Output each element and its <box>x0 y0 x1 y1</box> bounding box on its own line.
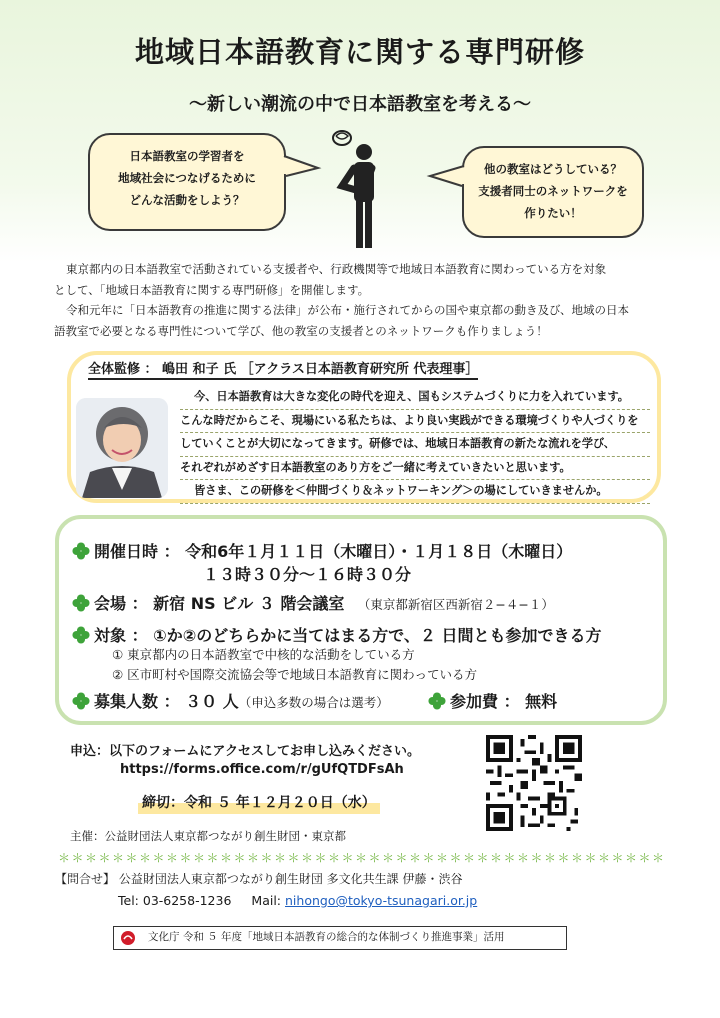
footer-credit <box>113 926 567 950</box>
contact-mail-label: Mail: <box>251 893 282 908</box>
bubble-left-line: 地域社会につなげるために <box>118 171 256 185</box>
thinking-person-icon <box>322 128 392 252</box>
event-target: 対象 ： ①か②のどちらかに当てはまる方で、２ 日間とも参加できる方 <box>94 626 602 645</box>
bubble-right-line: 作りたい！ <box>524 206 582 220</box>
contact-tel: Tel: 03-6258-1236 <box>118 893 232 908</box>
application-deadline: 締切：令和 ５ 年１２月２０日（水） <box>138 790 380 814</box>
message-line: それぞれがめざす日本語教室のあり方をご一緒に考えていきたいと思います。 <box>180 457 650 481</box>
star-divider: ＊＊＊＊＊＊＊＊＊＊＊＊＊＊＊＊＊＊＊＊＊＊＊＊＊＊＊＊＊＊＊＊＊＊＊＊＊＊＊＊＊＊＊＊＊ <box>58 851 666 865</box>
target-item-2: ② 区市町村や国際交流協会等で地域日本語教育に関わっている方 <box>112 667 478 682</box>
supervisor-message <box>180 386 650 504</box>
clover-icon <box>72 542 90 560</box>
bubble-right-line: 支援者同士のネットワークを <box>478 184 628 198</box>
page-title: 地域日本語教育に関する専門研修 <box>134 35 585 69</box>
event-date: 開催日時 ： 令和6年１月１１日（木曜日）・１月１８日（木曜日） <box>94 542 573 561</box>
event-capacity-row <box>72 689 389 712</box>
event-fee: 参加費 ： 無料 <box>450 692 558 711</box>
clover-icon <box>428 692 446 710</box>
footer-text: 文化庁 令和 ５ 年度「地域日本語教育の総合的な体制づくり推進事業」活用 <box>148 931 505 943</box>
page-subtitle: 〜新しい潮流の中で日本語教室を考える〜 <box>189 94 531 115</box>
bubble-right-line: 他の教室はどうしている？ <box>484 162 622 176</box>
qr-code[interactable] <box>486 735 582 831</box>
organizer: 主催：公益財団法人東京都つながり創生財団・東京都 <box>70 829 346 843</box>
event-capacity-note: （申込多数の場合は選考） <box>238 695 389 710</box>
event-fee-row <box>428 689 557 712</box>
event-venue-row <box>72 591 554 614</box>
bubble-left-line: どんな活動をしよう？ <box>129 193 245 207</box>
contact-mail-link[interactable]: nihongo@tokyo-tsunagari.or.jp <box>285 893 478 908</box>
application-instruction: 申込：以下のフォームにアクセスしてお申し込みください。 <box>70 744 420 759</box>
bunkacho-logo <box>120 930 136 946</box>
supervisor-portrait <box>76 398 168 498</box>
event-date-row <box>72 539 572 562</box>
intro-line: 令和元年に「日本語教育の推進に関する法律」が公布・施行されてからの国や東京都の動き及び、地域の日本 <box>66 303 630 317</box>
event-target-row <box>72 623 602 646</box>
speech-bubble-right <box>462 146 644 238</box>
intro-line: 語教室で必要となる専門性について学び、他の教室の支援者とのネットワークも作りましょう！ <box>54 323 548 338</box>
contact-info <box>118 893 477 908</box>
message-line: 皆さま、この研修を＜仲間づくり＆ネットワーキング＞の場にしていきませんか。 <box>180 480 650 504</box>
clover-icon <box>72 594 90 612</box>
speech-bubble-left <box>88 133 286 231</box>
portrait-image <box>76 398 168 498</box>
contact-line: 【問合せ】 公益財団法人東京都つながり創生財団 多文化共生課 伊藤・渋谷 <box>55 872 463 886</box>
message-line: こんな時だからこそ、現場にいる私たちは、より良い実践ができる環境づくりや人づくりを <box>180 410 650 434</box>
event-capacity: 募集人数 ： ３０ 人 <box>94 692 239 711</box>
event-venue: 会場 ： 新宿 NS ビル ３ 階会議室 <box>94 594 345 613</box>
message-line: 今、日本語教育は大きな変化の時代を迎え、国もシステムづくりに力を入れています。 <box>180 386 650 410</box>
clover-icon <box>72 692 90 710</box>
event-time: １３時３０分〜１６時３０分 <box>203 565 412 584</box>
bubble-left-line: 日本語教室の学習者を <box>129 149 245 163</box>
message-line: していくことが大切になってきます。研修では、地域日本語教育の新たな流れを学び、 <box>180 433 650 457</box>
clover-icon <box>72 626 90 644</box>
intro-line: として、「地域日本語教育に関する専門研修」を開催します。 <box>54 282 370 297</box>
bubble-right-tail <box>426 160 466 190</box>
bubble-left-tail <box>282 150 322 180</box>
target-item-1: ① 東京都内の日本語教室で中核的な活動をしている方 <box>112 647 415 662</box>
supervisor-title: 全体監修 ： 嶋田 和子 氏 ［アクラス日本語教育研究所 代表理事］ <box>88 358 478 380</box>
intro-line: 東京都内の日本語教室で活動されている支援者や、行政機関等で地域日本語教育に関わっている方を対象 <box>66 262 607 276</box>
event-venue-address: （東京都新宿区西新宿２−４−１） <box>357 597 554 612</box>
intro-text <box>54 259 674 341</box>
application-url[interactable]: https://forms.office.com/r/gUfQTDFsAh <box>120 762 404 777</box>
